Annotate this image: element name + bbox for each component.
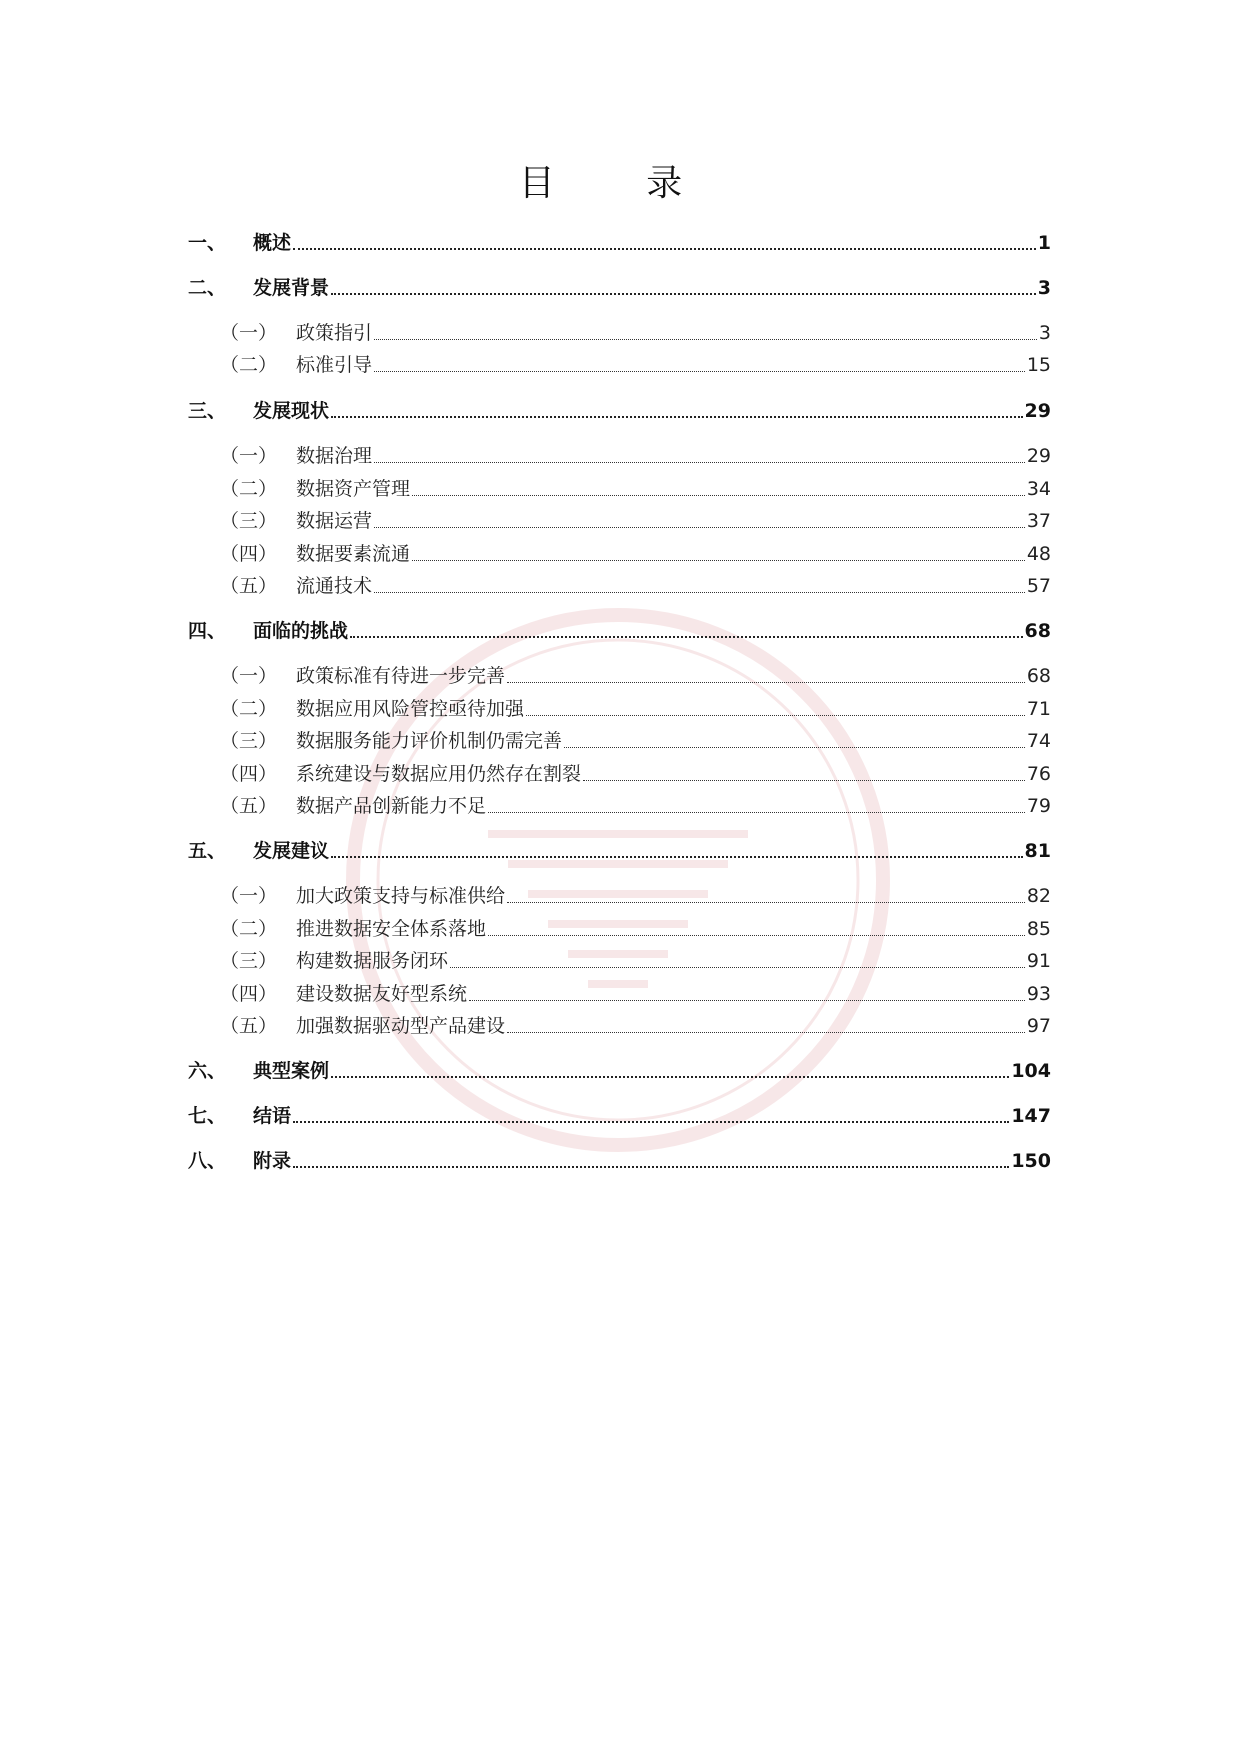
page-title: 目 录 <box>518 163 723 204</box>
toc-label: 数据要素流通 <box>296 543 411 565</box>
toc-section-row[interactable] <box>188 948 1051 974</box>
toc-section-row[interactable] <box>188 352 1051 378</box>
toc-page-number: 3 <box>1037 277 1051 299</box>
toc-leader <box>374 527 1025 528</box>
toc-leader <box>374 371 1025 372</box>
toc-section-row[interactable] <box>188 476 1051 502</box>
toc-label: 数据运营 <box>296 510 373 532</box>
toc-number: （一） <box>220 665 278 687</box>
toc-leader <box>507 682 1025 683</box>
toc-label: 数据应用风险管控亟待加强 <box>296 698 525 720</box>
toc-section-row[interactable] <box>188 443 1051 469</box>
toc-page-number: 91 <box>1026 950 1051 972</box>
toc-chapter-row[interactable] <box>188 618 1051 644</box>
toc-leader <box>469 1000 1025 1001</box>
toc-leader <box>583 780 1025 781</box>
toc-number: （二） <box>220 698 278 720</box>
toc-number: 五、 <box>188 840 227 862</box>
toc-page-number: 34 <box>1026 478 1051 500</box>
toc-leader <box>526 715 1025 716</box>
toc-leader <box>350 636 1023 638</box>
toc-label: 发展背景 <box>253 277 330 299</box>
toc-chapter-row[interactable] <box>188 1148 1051 1174</box>
toc-number: （二） <box>220 918 278 940</box>
toc-label: 建设数据友好型系统 <box>296 983 468 1005</box>
toc-section-row[interactable] <box>188 1013 1051 1039</box>
toc-number: （四） <box>220 983 278 1005</box>
toc-leader <box>488 935 1025 936</box>
toc-section-row[interactable] <box>188 916 1051 942</box>
toc-label: 标准引导 <box>296 354 373 376</box>
toc-label: 附录 <box>253 1150 292 1172</box>
toc-leader <box>564 747 1025 748</box>
toc-number: 四、 <box>188 620 227 642</box>
toc-page-number: 147 <box>1011 1105 1051 1127</box>
toc-section-row[interactable] <box>188 761 1051 787</box>
toc-page-number: 93 <box>1026 983 1051 1005</box>
toc-page-number: 81 <box>1024 840 1051 862</box>
toc-leader <box>412 560 1025 561</box>
toc-number: （三） <box>220 510 278 532</box>
toc-number: （四） <box>220 543 278 565</box>
toc-leader <box>331 293 1036 295</box>
toc-section-row[interactable] <box>188 981 1051 1007</box>
toc-label: 推进数据安全体系落地 <box>296 918 487 940</box>
toc-page-number: 97 <box>1026 1015 1051 1037</box>
toc-label: 结语 <box>253 1105 292 1127</box>
toc-page-number: 85 <box>1026 918 1051 940</box>
toc-page-number: 76 <box>1026 763 1051 785</box>
toc-number: （二） <box>220 478 278 500</box>
toc-label: 数据资产管理 <box>296 478 411 500</box>
toc-leader <box>507 1032 1025 1033</box>
toc-leader <box>374 592 1025 593</box>
toc-label: 流通技术 <box>296 575 373 597</box>
toc-section-row[interactable] <box>188 541 1051 567</box>
toc-section-row[interactable] <box>188 573 1051 599</box>
toc-leader <box>331 1076 1009 1078</box>
toc-number: （五） <box>220 1015 278 1037</box>
toc-label: 数据产品创新能力不足 <box>296 795 487 817</box>
toc-number: 三、 <box>188 400 227 422</box>
toc-number: （五） <box>220 795 278 817</box>
toc-leader <box>412 495 1025 496</box>
toc-leader <box>488 812 1025 813</box>
toc-page-number: 104 <box>1011 1060 1051 1082</box>
toc-page-number: 48 <box>1026 543 1051 565</box>
toc-leader <box>293 1121 1009 1123</box>
toc-page-number: 37 <box>1026 510 1051 532</box>
toc-leader <box>331 856 1023 858</box>
toc-number: （二） <box>220 354 278 376</box>
toc-number: 二、 <box>188 277 227 299</box>
toc-number: （一） <box>220 445 278 467</box>
toc-number: 六、 <box>188 1060 227 1082</box>
toc-label: 典型案例 <box>253 1060 330 1082</box>
toc-number: 一、 <box>188 232 227 254</box>
toc-number: （三） <box>220 730 278 752</box>
toc-page-number: 15 <box>1026 354 1051 376</box>
toc-page-number: 82 <box>1026 885 1051 907</box>
toc-leader <box>331 416 1023 418</box>
toc-section-row[interactable] <box>188 696 1051 722</box>
toc-number: 八、 <box>188 1150 227 1172</box>
toc-page-number: 68 <box>1024 620 1051 642</box>
toc-leader <box>374 339 1037 340</box>
toc-page-number: 74 <box>1026 730 1051 752</box>
toc-label: 数据治理 <box>296 445 373 467</box>
toc-section-row[interactable] <box>188 793 1051 819</box>
toc-page-number: 71 <box>1026 698 1051 720</box>
toc-label: 构建数据服务闭环 <box>296 950 449 972</box>
toc-chapter-row[interactable] <box>188 398 1051 424</box>
toc-label: 加强数据驱动型产品建设 <box>296 1015 506 1037</box>
toc-label: 发展建议 <box>253 840 330 862</box>
toc-chapter-row[interactable] <box>188 275 1051 301</box>
toc-number: 七、 <box>188 1105 227 1127</box>
toc-leader <box>293 248 1036 250</box>
toc-page-number: 1 <box>1037 232 1051 254</box>
toc-section-row[interactable] <box>188 320 1051 346</box>
toc-page-number: 68 <box>1026 665 1051 687</box>
toc-page-number: 3 <box>1038 322 1051 344</box>
toc-number: （一） <box>220 322 278 344</box>
toc-chapter-row[interactable] <box>188 838 1051 864</box>
toc-page-number: 57 <box>1026 575 1051 597</box>
toc-section-row[interactable] <box>188 663 1051 689</box>
toc-number: （一） <box>220 885 278 907</box>
toc-section-row[interactable] <box>188 883 1051 909</box>
toc-number: （三） <box>220 950 278 972</box>
toc-page-number: 79 <box>1026 795 1051 817</box>
toc-section-row[interactable] <box>188 728 1051 754</box>
toc-chapter-row[interactable] <box>188 1103 1051 1129</box>
toc-label: 概述 <box>253 232 292 254</box>
toc-page-number: 29 <box>1024 400 1051 422</box>
toc-chapter-row[interactable] <box>188 230 1051 256</box>
toc-label: 系统建设与数据应用仍然存在割裂 <box>296 763 582 785</box>
toc-number: （四） <box>220 763 278 785</box>
toc-label: 政策指引 <box>296 322 373 344</box>
toc-label: 面临的挑战 <box>253 620 349 642</box>
toc-label: 加大政策支持与标准供给 <box>296 885 506 907</box>
toc-section-row[interactable] <box>188 508 1051 534</box>
toc-page-number: 29 <box>1026 445 1051 467</box>
toc-label: 数据服务能力评价机制仍需完善 <box>296 730 563 752</box>
toc-leader <box>293 1166 1009 1168</box>
toc-leader <box>374 462 1025 463</box>
toc-page-number: 150 <box>1011 1150 1051 1172</box>
toc-leader <box>450 967 1025 968</box>
toc-chapter-row[interactable] <box>188 1058 1051 1084</box>
toc-number: （五） <box>220 575 278 597</box>
toc-leader <box>507 902 1025 903</box>
toc-label: 政策标准有待进一步完善 <box>296 665 506 687</box>
toc-label: 发展现状 <box>253 400 330 422</box>
